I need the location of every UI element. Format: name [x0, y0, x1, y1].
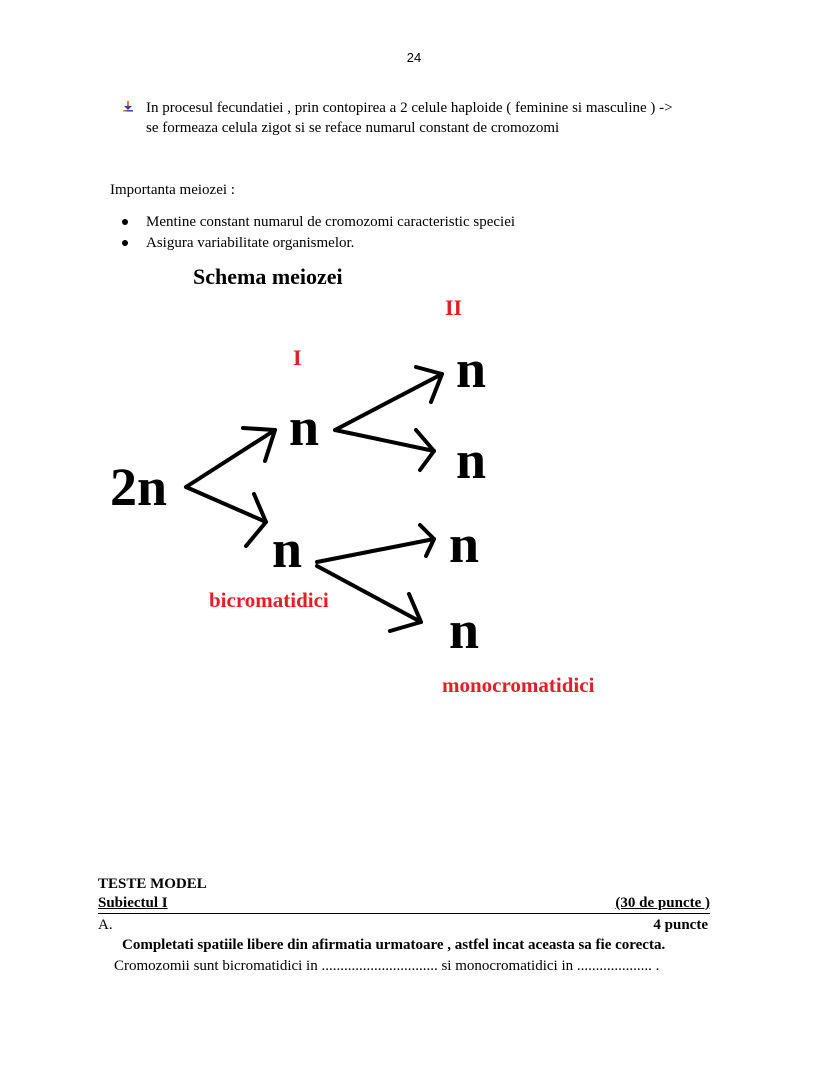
- final-cell-3: n: [449, 514, 480, 574]
- bicromatidic-label: bicromatidici: [209, 588, 329, 612]
- final-cell-4: n: [449, 600, 480, 660]
- division-label-second: II: [445, 295, 463, 320]
- page-number: 24: [406, 50, 422, 65]
- division-label-first: I: [293, 345, 302, 370]
- subject-points: (30 de puncte ): [615, 895, 710, 911]
- subject-row: [98, 895, 710, 914]
- tests-heading: TESTE MODEL: [98, 876, 207, 892]
- final-cell-2: n: [456, 430, 487, 490]
- instruction-text: Completati spatiile libere din afirmatia urmatoare , astfel incat aceasta sa fie corecta.: [122, 937, 666, 953]
- section-label: A.: [98, 917, 113, 933]
- diploid-cell-label: 2n: [110, 457, 168, 517]
- monocromatidic-label: monocromatidici: [442, 673, 595, 697]
- haploid-cell-lower: n: [272, 519, 303, 579]
- fecundation-text-line1: In procesul fecundatiei , prin contopirea a 2 celule haploide ( feminine si masculine ) ->: [146, 100, 673, 116]
- importance-item: Mentine constant numarul de cromozomi caracteristic speciei: [146, 214, 516, 230]
- fill-in-statement: Cromozomii sunt bicromatidici in ............................... si monocromatidici in .................... .: [114, 958, 660, 974]
- importance-item: Asigura variabilitate organismelor.: [146, 235, 355, 251]
- fecundation-text-line2: se formeaza celula zigot si se reface numarul constant de cromozomi: [146, 120, 560, 136]
- schema-title: Schema meiozei: [193, 264, 343, 289]
- final-cell-1: n: [456, 339, 487, 399]
- subject-title: Subiectul I: [98, 895, 168, 911]
- section-points: 4 puncte: [653, 917, 708, 933]
- haploid-cell-upper: n: [289, 397, 320, 457]
- importance-heading: Importanta meiozei :: [110, 182, 235, 198]
